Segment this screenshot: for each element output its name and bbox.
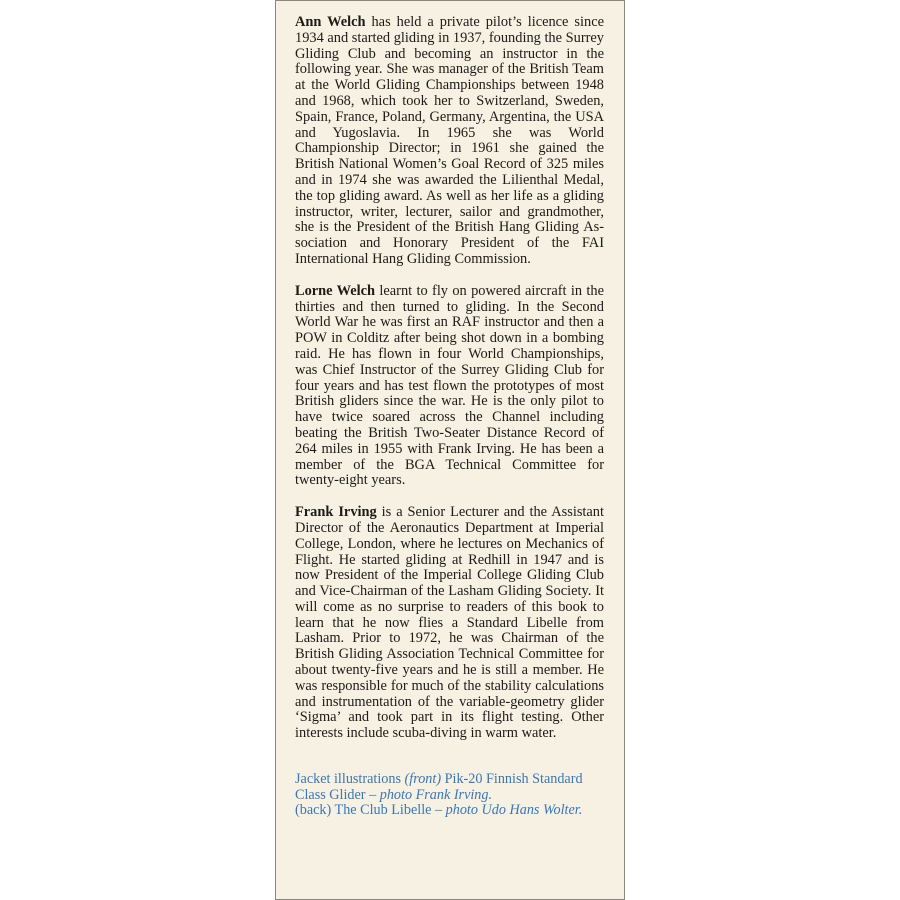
bio-text: has held a private pilot’s licence since 1934 and started gliding in 1937, founding the Surrey Gliding Club and becoming an instructor in the following year. She was manager of the British Team at the World Gliding Championships between 1948 and 1968, which took her to Switzerland, Sweden, Spain, France, Poland, Germany, Argentina, the USA and Yugoslavia. In 1965 she was World Championship Director; in 1961 she gained the British National Women’s Goal Record of 325 miles and in 1974 she was awarded the Lilienthal Medal, the top gliding award. As well as her life as a gliding instructor, writer, lecturer, sailor and grandmother, she is the President of the British Hang Gliding Association and Honorary President of the FAI International Hang Gliding Commission.: [295, 14, 604, 267]
jacket-flap: [275, 0, 625, 900]
credit-back-photo: photo Udo Hans Wolter.: [445, 802, 583, 819]
credit-line-front: [295, 772, 604, 788]
credit-prefix: Jacket illustrations: [295, 771, 405, 788]
bio-text: is a Senior Lecturer and the Assistant Director of the Aeronautics Department at Imperial College, London, where he lectures on Mechanics of Flight. He started gliding at Redhill in 1947 and is now President of the Imperial College Gliding Club and Vice-Chairman of the Lasham Gliding Society. It will come as no surprise to readers of this book to learn that he now flies a Standard Libelle from Lasham. Prior to 1972, he was Chairman of the British Gliding Association Technical Committee for about twenty-five years and he is still a member. He was responsible for much of the stability calculations and instrumentation of the variable-geometry glider ‘Sigma’ and took part in its flight testing. Other interests include scuba-diving in warm water.: [295, 504, 604, 742]
bio-frank-irving: [295, 505, 604, 742]
credit-front-title-cont: Class Glider –: [295, 786, 380, 803]
credit-line-back: [295, 803, 604, 819]
bio-lorne-welch: [295, 284, 604, 489]
credit-back-label: (back): [295, 802, 332, 819]
bio-name: Ann Welch: [295, 14, 366, 30]
jacket-illustration-credits: [295, 772, 604, 819]
bio-ann-welch: [295, 15, 604, 268]
credit-front-photo: photo Frank Irving.: [379, 786, 493, 803]
credit-back-title: The Club Libelle –: [331, 802, 446, 819]
credit-front-label: (front): [404, 771, 442, 788]
credit-front-title: Pik-20 Finnish Standard: [441, 771, 583, 788]
bio-name: Frank Irving: [295, 504, 377, 521]
bio-name: Lorne Welch: [295, 282, 376, 299]
credit-line-front-cont: [295, 788, 604, 804]
bio-text: learnt to fly on powered aircraft in the thirties and then turned to gliding. In the Second World War he was first an RAF instructor and then a POW in Colditz after being shot down in a bombing raid. He has flown in four World Championships, was Chief Instructor of the Surrey Gliding Club for four years and has test flown the prototypes of most British gliders since the war. He is the only pilot to have twice soared across the Channel including beating the British Two-Seater Distance Record of 264 miles in 1955 with Frank Irving. He has been a member of the BGA Technical Committee for twenty-eight years.: [295, 282, 604, 489]
